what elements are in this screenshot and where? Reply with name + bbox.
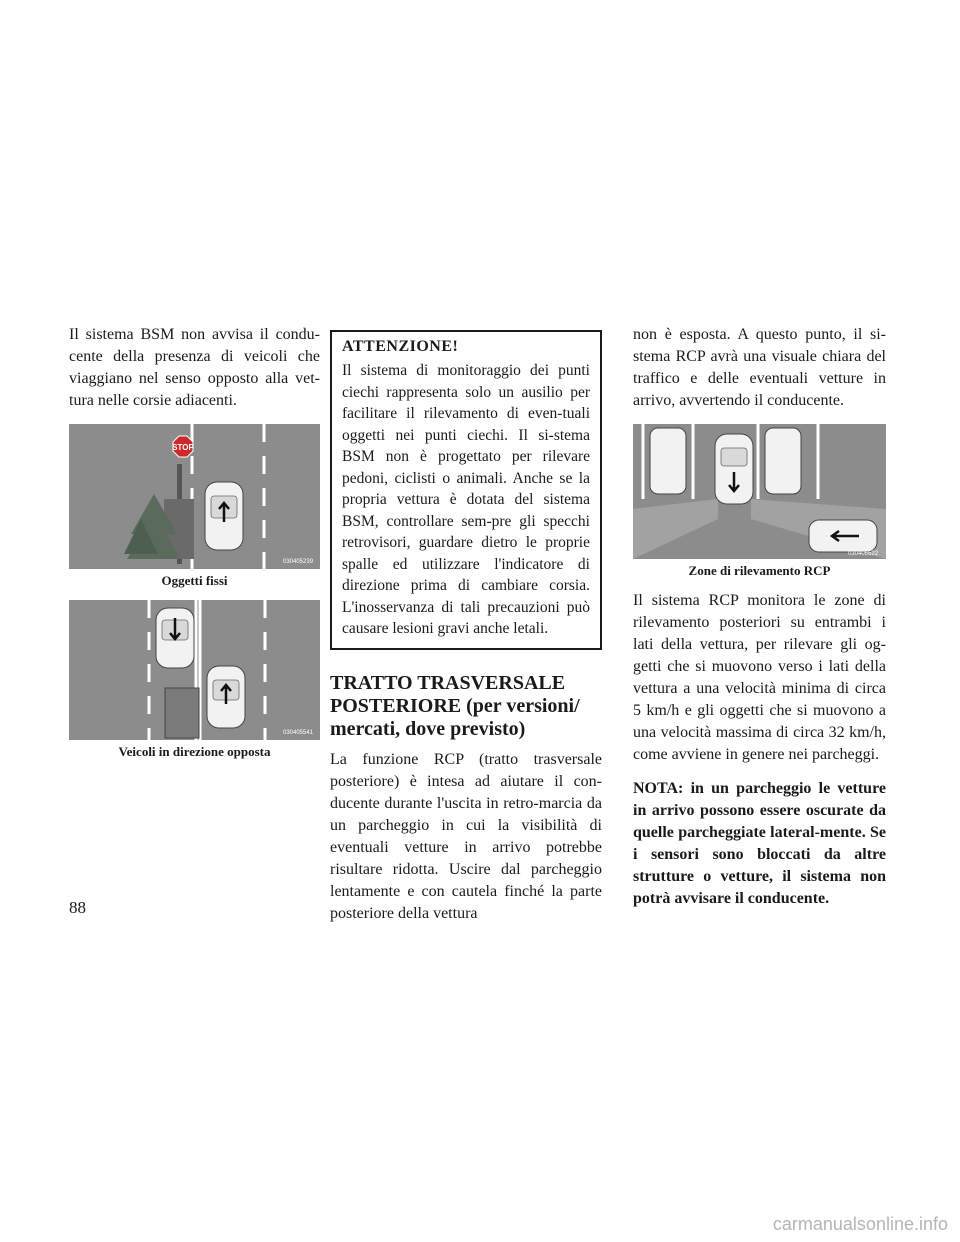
figure-caption-fixed-objects: Oggetti fissi [161, 573, 228, 588]
svg-text:030405239: 030405239 [283, 559, 314, 565]
rcp-monitor-paragraph: Il sistema RCP monitora le zone di rilevamento posteriori su entrambi i lati della vettura, per rilevare gli og-getti che si muovono verso i lati della vettura a una velocità minima di circa 5 km/h e gli oggetti che si muovono a una velocità massima di circa 32 km/h, come avviene in genere nei parcheggi. [633, 592, 886, 763]
column-middle [330, 324, 602, 937]
figure-caption-rcp-zones: Zone di rilevamento RCP [688, 563, 831, 578]
warning-text: Il sistema di monitoraggio dei punti ciechi rappresenta solo un ausilio per facilitare il rilevamento di even-tuali oggetti nei punti ciechi. Il si-stema BSM non è progettato per rilevare pedoni, ciclisti o animali. Anche se la propria vettura è dotata del sistema BSM, controllare sem-pre gli specchi retrovisori, guardare dietro le proprie spalle ed utilizzare l'indicatore di direzione prima di cambiare corsia. L'inosservanza di tali precauzioni può causare lesioni gravi anche letali. [342, 362, 590, 637]
page-number: 88 [69, 898, 86, 917]
column-left [69, 324, 320, 771]
fixed-objects-illustration [69, 424, 320, 569]
intro-paragraph: Il sistema BSM non avvisa il condu-cente della presenza di veicoli che viaggiano nel senso opposto alla vet-tura nelle corsie adiacenti. [69, 326, 320, 409]
column-right [633, 324, 886, 910]
section-title: TRATTO TRASVERSALE POSTERIORE (per versioni/ mercati, dove previsto) [330, 671, 580, 740]
warning-box [330, 330, 602, 650]
opposite-vehicles-illustration [69, 600, 320, 740]
rcp-intro-paragraph: La funzione RCP (tratto trasversale posteriore) è intesa ad aiutare il con-ducente durante l'uscita in retro-marcia da un parcheggio in cui la visibilità di eventuali vetture in arrivo potrebbe risultare ridotta. Uscire dal parcheggio lentamente e con cautela finché la parte posteriore della vettura [330, 750, 602, 922]
rcp-zones-illustration [633, 424, 886, 559]
watermark: carmanualsonline.info [772, 1214, 948, 1234]
figure-rcp-zones [633, 424, 886, 559]
svg-text:030405541: 030405541 [283, 730, 314, 736]
figure-caption-opposite-vehicles: Veicoli in direzione opposta [118, 744, 271, 759]
figure-opposite-vehicles [69, 600, 320, 740]
svg-text:STOP: STOP [172, 443, 194, 452]
svg-text:030405522: 030405522 [848, 551, 879, 557]
continuation-paragraph: non è esposta. A questo punto, il si-stema RCP avrà una visuale chiara del traffico e delle eventuali vetture in arrivo, avvertendo il conducente. [633, 326, 886, 409]
note-paragraph: NOTA: in un parcheggio le vetture in arrivo possono essere oscurate da quelle parcheggiate lateral-mente. Se i sensori sono bloccati da altre strutture o vetture, il sistema non potrà avvisare il conducente. [633, 780, 886, 907]
figure-fixed-objects [69, 424, 320, 569]
warning-title: ATTENZIONE! [342, 338, 459, 355]
